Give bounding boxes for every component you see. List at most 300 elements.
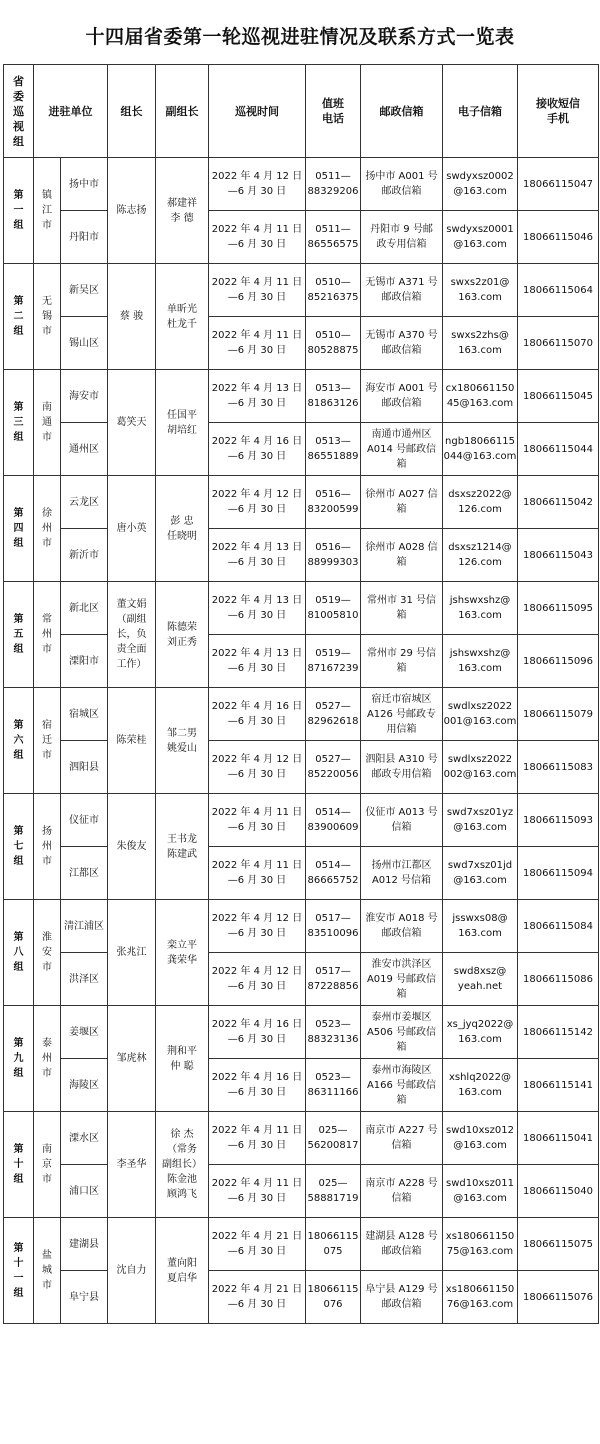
text-line: 163.com	[458, 1034, 502, 1045]
unit-name: 溧水区	[61, 1112, 108, 1165]
text-line: 163.com	[458, 345, 502, 356]
text-line: 信箱	[391, 822, 412, 833]
text-line: 龚荣华	[167, 954, 197, 966]
unit-name: 丹阳市	[61, 211, 108, 264]
text-line: 88329206	[307, 186, 359, 197]
text-line: 组	[13, 962, 24, 973]
text-line: 第	[13, 1242, 24, 1254]
table-row	[4, 847, 599, 900]
inspection-time	[209, 688, 306, 741]
inspection-time	[209, 158, 306, 211]
text-line: 0516—	[315, 489, 351, 500]
group-name	[4, 158, 34, 264]
postal-box	[361, 1006, 443, 1059]
text-line: 信箱	[391, 1140, 412, 1151]
text-line: swd10xsz012	[446, 1125, 514, 1136]
table-row	[4, 423, 599, 476]
text-line: —6 月 30 日	[227, 875, 287, 886]
email-address	[443, 847, 518, 900]
sms-mobile: 18066115079	[518, 688, 599, 741]
text-line: A166 号邮政信	[366, 1079, 437, 1091]
sms-mobile: 18066115096	[518, 635, 599, 688]
email-address	[443, 317, 518, 370]
text-line: 箱	[396, 504, 407, 515]
city-name	[34, 264, 61, 370]
text-line: 83900609	[307, 822, 359, 833]
text-line: 第	[13, 932, 24, 943]
text-line: 组	[13, 1174, 24, 1185]
text-line: 信箱	[391, 1193, 412, 1204]
text-line: 第	[13, 614, 24, 625]
text-line: 2022 年 4 月 16 日	[211, 436, 303, 447]
text-line: 仲 聪	[170, 1060, 194, 1072]
postal-box	[361, 211, 443, 264]
text-line: @163.com	[453, 1193, 507, 1204]
text-line: 刘正秀	[167, 636, 197, 648]
deputy-leader	[156, 688, 209, 794]
city-name	[34, 158, 61, 264]
text-line: 2022 年 4 月 16 日	[211, 1019, 303, 1030]
text-line: —6 月 30 日	[227, 981, 287, 992]
sms-mobile: 18066115141	[518, 1059, 599, 1112]
text-line: 第	[13, 826, 24, 837]
text-line: 州	[42, 1053, 52, 1064]
text-line: 徐	[42, 508, 52, 519]
table-row	[4, 582, 599, 635]
email-address	[443, 211, 518, 264]
text-line: 2022 年 4 月 11 日	[211, 224, 303, 235]
text-line: jshswxshz@	[449, 595, 511, 606]
inspection-time	[209, 582, 306, 635]
text-line: 83200599	[307, 504, 359, 515]
text-line: 蔡 骏	[119, 311, 144, 322]
text-line: swdlxsz2022	[447, 701, 513, 712]
group-name	[4, 476, 34, 582]
unit-name: 新吴区	[61, 264, 108, 317]
deputy-leader	[156, 900, 209, 1006]
city-name	[34, 1112, 61, 1218]
sms-mobile: 18066115045	[518, 370, 599, 423]
text-line: 邮政信箱	[381, 1299, 422, 1310]
text-line: 一	[13, 205, 24, 216]
table-row	[4, 635, 599, 688]
text-line: 0511—	[315, 224, 351, 235]
header-phone	[306, 65, 361, 158]
text-line: 用信箱	[386, 723, 417, 735]
sms-mobile: 18066115094	[518, 847, 599, 900]
inspection-time	[209, 1006, 306, 1059]
email-address	[443, 1218, 518, 1271]
text-line: 第	[13, 1038, 24, 1049]
inspection-time	[209, 847, 306, 900]
email-address	[443, 529, 518, 582]
text-line: xshlq2022@	[448, 1072, 512, 1083]
duty-phone	[306, 1218, 361, 1271]
text-line: swdyxsz0002	[446, 171, 514, 182]
text-line: 第	[13, 296, 24, 307]
text-line: 无锡市 A371 号	[365, 277, 438, 288]
text-line: 五	[13, 629, 24, 640]
city-name	[34, 1006, 61, 1112]
text-line: 85220056	[307, 769, 359, 780]
postal-box	[361, 794, 443, 847]
text-line: 2022 年 4 月 12 日	[211, 489, 303, 500]
duty-phone	[306, 423, 361, 476]
text-line: swdyxsz0001	[446, 224, 514, 235]
text-line: cx180661150	[445, 383, 515, 394]
group-leader	[108, 158, 156, 264]
postal-box	[361, 317, 443, 370]
text-line: 076	[323, 1299, 343, 1310]
sms-mobile: 18066115083	[518, 741, 599, 794]
text-line: 扬	[42, 826, 52, 837]
text-line: 视	[13, 119, 24, 133]
text-line: 三	[13, 417, 24, 428]
text-line: 郝建祥	[167, 197, 197, 209]
city-name	[34, 1218, 61, 1324]
text-line: 京	[42, 1159, 52, 1170]
header-unit: 进驻单位	[34, 65, 108, 158]
text-line: 86665752	[307, 875, 359, 886]
text-line: 泗阳县 A310 号	[365, 754, 438, 765]
text-line: 80528875	[307, 345, 359, 356]
text-line: 0511—	[315, 171, 351, 182]
text-line: 州	[42, 629, 52, 640]
text-line: 徐 杰	[170, 1129, 194, 1140]
text-line: 市	[42, 1068, 52, 1079]
text-line: —6 月 30 日	[227, 610, 287, 621]
table-row	[4, 1059, 599, 1112]
text-line: 市	[42, 538, 52, 549]
text-line: 市	[42, 750, 52, 761]
inspection-time	[209, 741, 306, 794]
inspection-time	[209, 1112, 306, 1165]
deputy-leader	[156, 1112, 209, 1218]
text-line: 163.com	[458, 610, 502, 621]
unit-name: 浦口区	[61, 1165, 108, 1218]
text-line: —6 月 30 日	[227, 451, 287, 462]
text-line: 0527—	[315, 701, 351, 712]
text-line: 2022 年 4 月 13 日	[211, 648, 303, 659]
text-line: A506 号邮政信	[366, 1026, 437, 1038]
email-address	[443, 794, 518, 847]
text-line: 南京市 A227 号	[365, 1125, 438, 1136]
text-line: A014 号邮政信	[366, 443, 437, 455]
text-line: 责全面	[116, 644, 147, 655]
group-leader	[108, 1112, 156, 1218]
text-line: dsxsz2022@	[448, 489, 512, 500]
text-line: 第	[13, 190, 24, 201]
postal-box	[361, 900, 443, 953]
unit-name: 清江浦区	[61, 900, 108, 953]
text-line: 七	[13, 841, 24, 852]
postal-box	[361, 635, 443, 688]
group-leader	[108, 582, 156, 688]
unit-name: 江都区	[61, 847, 108, 900]
text-line: 2022 年 4 月 21 日	[211, 1231, 303, 1242]
email-address	[443, 158, 518, 211]
text-line: 126.com	[458, 504, 502, 515]
text-line: 2022 年 4 月 16 日	[211, 701, 303, 712]
text-line: 任晓明	[167, 530, 197, 542]
table-row	[4, 317, 599, 370]
sms-mobile: 18066115042	[518, 476, 599, 529]
sms-mobile: 18066115075	[518, 1218, 599, 1271]
sms-mobile: 18066115095	[518, 582, 599, 635]
text-line: swxs2zhs@	[451, 330, 509, 341]
table-row	[4, 1271, 599, 1324]
text-line: 45@163.com	[446, 398, 514, 409]
postal-box	[361, 582, 443, 635]
text-line: 常州市 31 号信	[366, 595, 437, 606]
text-line: 箱	[396, 663, 407, 674]
text-line: 2022 年 4 月 11 日	[211, 807, 303, 818]
text-line: 市	[42, 644, 52, 655]
duty-phone	[306, 476, 361, 529]
sms-mobile: 18066115044	[518, 423, 599, 476]
text-line: 姚爱山	[167, 742, 197, 754]
deputy-leader	[156, 582, 209, 688]
postal-box	[361, 1059, 443, 1112]
text-line: 002@163.com	[443, 769, 517, 780]
text-line: A019 号邮政信	[366, 973, 437, 985]
text-line: 通	[42, 417, 52, 428]
group-name	[4, 1112, 34, 1218]
email-address	[443, 1006, 518, 1059]
group-leader	[108, 794, 156, 900]
text-line: 88323136	[307, 1034, 359, 1045]
text-line: 无锡市 A370 号	[365, 330, 438, 341]
text-line: 第	[13, 720, 24, 731]
unit-name: 宿城区	[61, 688, 108, 741]
text-line: 市	[42, 432, 52, 443]
unit-name: 建湖县	[61, 1218, 108, 1271]
deputy-leader	[156, 264, 209, 370]
text-line: 淮	[42, 932, 52, 943]
email-address	[443, 1059, 518, 1112]
text-line: 迁	[42, 735, 52, 746]
city-name	[34, 582, 61, 688]
text-line: 徐州市 A028 信	[365, 542, 438, 553]
text-line: 朱俊友	[116, 841, 147, 852]
text-line: 南京市 A228 号	[365, 1178, 438, 1189]
text-line: 邮政信箱	[381, 398, 422, 409]
email-address	[443, 688, 518, 741]
text-line: 任国平	[167, 409, 197, 421]
text-line: 0517—	[315, 966, 351, 977]
duty-phone	[306, 370, 361, 423]
text-line: 85216375	[307, 292, 359, 303]
sms-mobile: 18066115040	[518, 1165, 599, 1218]
email-address	[443, 582, 518, 635]
group-leader	[108, 370, 156, 476]
table-row	[4, 158, 599, 211]
text-line: 杜龙千	[167, 318, 197, 330]
text-line: 2022 年 4 月 11 日	[211, 277, 303, 288]
group-name	[4, 1006, 34, 1112]
text-line: swd7xsz01yz	[446, 807, 514, 818]
text-line: 州	[42, 523, 52, 534]
text-line: 2022 年 4 月 11 日	[211, 1178, 303, 1189]
header-row	[4, 65, 599, 158]
text-line: 邮政信箱	[381, 186, 422, 197]
text-line: 镇	[42, 190, 52, 201]
text-line: 锡	[42, 311, 52, 322]
text-line: 扬州市江都区	[371, 860, 432, 871]
text-line: —6 月 30 日	[227, 1299, 287, 1310]
unit-name: 锡山区	[61, 317, 108, 370]
text-line: 001@163.com	[443, 716, 517, 727]
text-line: —6 月 30 日	[227, 663, 287, 674]
unit-name: 阜宁县	[61, 1271, 108, 1324]
text-line: 工作）	[116, 659, 147, 670]
deputy-leader	[156, 794, 209, 900]
text-line: 手机	[547, 112, 569, 125]
text-line: 87167239	[307, 663, 359, 674]
inspection-time	[209, 1271, 306, 1324]
text-line: dsxsz1214@	[448, 542, 512, 553]
text-line: @163.com	[453, 239, 507, 250]
inspection-time	[209, 794, 306, 847]
table-row	[4, 1112, 599, 1165]
text-line: 2022 年 4 月 11 日	[211, 330, 303, 341]
header-deputy: 副组长	[156, 65, 209, 158]
duty-phone	[306, 158, 361, 211]
text-line: 十	[13, 1257, 24, 1269]
text-line: 0510—	[315, 330, 351, 341]
text-line: swxs2z01@	[450, 277, 510, 288]
unit-name: 姜堰区	[61, 1006, 108, 1059]
inspection-time	[209, 370, 306, 423]
text-line: 城	[42, 1265, 52, 1276]
text-line: 南	[42, 402, 52, 413]
text-line: 163.com	[458, 292, 502, 303]
text-line: 2022 年 4 月 12 日	[211, 171, 303, 182]
text-line: 025—	[318, 1178, 348, 1189]
text-line: —6 月 30 日	[227, 186, 287, 197]
duty-phone	[306, 1165, 361, 1218]
table-row	[4, 476, 599, 529]
sms-mobile: 18066115142	[518, 1006, 599, 1059]
group-leader	[108, 688, 156, 794]
text-line: —6 月 30 日	[227, 1140, 287, 1151]
text-line: 组	[13, 856, 24, 867]
duty-phone	[306, 529, 361, 582]
text-line: 075	[323, 1246, 343, 1257]
text-line: ngb18066115	[445, 436, 515, 447]
sms-mobile: 18066115043	[518, 529, 599, 582]
text-line: 市	[42, 962, 52, 973]
text-line: 四	[13, 523, 24, 534]
text-line: —6 月 30 日	[227, 822, 287, 833]
unit-name: 海陵区	[61, 1059, 108, 1112]
text-line: 86551889	[307, 451, 359, 462]
text-line: 泰	[42, 1038, 52, 1049]
text-line: 荆和平	[167, 1045, 197, 1057]
text-line: 163.com	[458, 928, 502, 939]
text-line: （副组	[116, 614, 147, 625]
text-line: 张兆江	[116, 947, 147, 958]
text-line: 组	[13, 538, 24, 549]
text-line: 州	[42, 841, 52, 852]
text-line: —6 月 30 日	[227, 928, 287, 939]
text-line: 163.com	[458, 663, 502, 674]
sms-mobile: 18066115047	[518, 158, 599, 211]
table-row	[4, 370, 599, 423]
text-line: 2022 年 4 月 13 日	[211, 383, 303, 394]
text-line: 无	[42, 296, 52, 307]
inspection-time	[209, 635, 306, 688]
duty-phone	[306, 900, 361, 953]
duty-phone	[306, 1271, 361, 1324]
unit-name: 海安市	[61, 370, 108, 423]
table-row	[4, 1165, 599, 1218]
text-line: 邮政信箱	[381, 1246, 422, 1257]
text-line: 电话	[322, 112, 344, 125]
duty-phone	[306, 317, 361, 370]
inspection-time	[209, 423, 306, 476]
text-line: 六	[13, 735, 24, 746]
text-line: 政专用信箱	[376, 239, 427, 250]
text-line: 彭 忠	[170, 515, 194, 527]
city-name	[34, 476, 61, 582]
text-line: 九	[13, 1053, 24, 1064]
text-line: 组	[13, 1287, 24, 1299]
text-line: jshswxshz@	[449, 648, 511, 659]
text-line: 南	[42, 1144, 52, 1155]
text-line: 十	[13, 1159, 24, 1170]
text-line: xs180661150	[445, 1231, 515, 1242]
text-line: —6 月 30 日	[227, 1193, 287, 1204]
inspection-time	[209, 317, 306, 370]
text-line: 58881719	[307, 1193, 359, 1204]
text-line: 86311166	[307, 1087, 359, 1098]
text-line: 箱	[396, 610, 407, 621]
text-line: 单昕光	[167, 303, 197, 315]
text-line: 长，负	[116, 629, 147, 640]
text-line: 盐	[42, 1250, 52, 1261]
email-address	[443, 1112, 518, 1165]
duty-phone	[306, 794, 361, 847]
duty-phone	[306, 1006, 361, 1059]
sms-mobile: 18066115070	[518, 317, 599, 370]
email-address	[443, 900, 518, 953]
text-line: —6 月 30 日	[227, 1034, 287, 1045]
text-line: 市	[42, 1280, 52, 1291]
group-name	[4, 582, 34, 688]
deputy-leader	[156, 1006, 209, 1112]
text-line: 2022 年 4 月 11 日	[211, 860, 303, 871]
postal-box	[361, 741, 443, 794]
text-line: 18066115	[307, 1284, 359, 1295]
text-line: 箱	[396, 458, 407, 470]
sms-mobile: 18066115084	[518, 900, 599, 953]
text-line: 海安市 A001 号	[365, 383, 438, 394]
text-line: 2022 年 4 月 13 日	[211, 542, 303, 553]
email-address	[443, 741, 518, 794]
text-line: 淮安市 A018 号	[365, 913, 438, 924]
text-line: swd8xsz@	[453, 966, 507, 977]
group-leader	[108, 1218, 156, 1324]
text-line: 025—	[318, 1125, 348, 1136]
text-line: 市	[42, 220, 52, 231]
city-name	[34, 794, 61, 900]
header-postbox: 邮政信箱	[361, 65, 443, 158]
table-row	[4, 211, 599, 264]
email-address	[443, 1271, 518, 1324]
text-line: —6 月 30 日	[227, 504, 287, 515]
text-line: 0519—	[315, 648, 351, 659]
